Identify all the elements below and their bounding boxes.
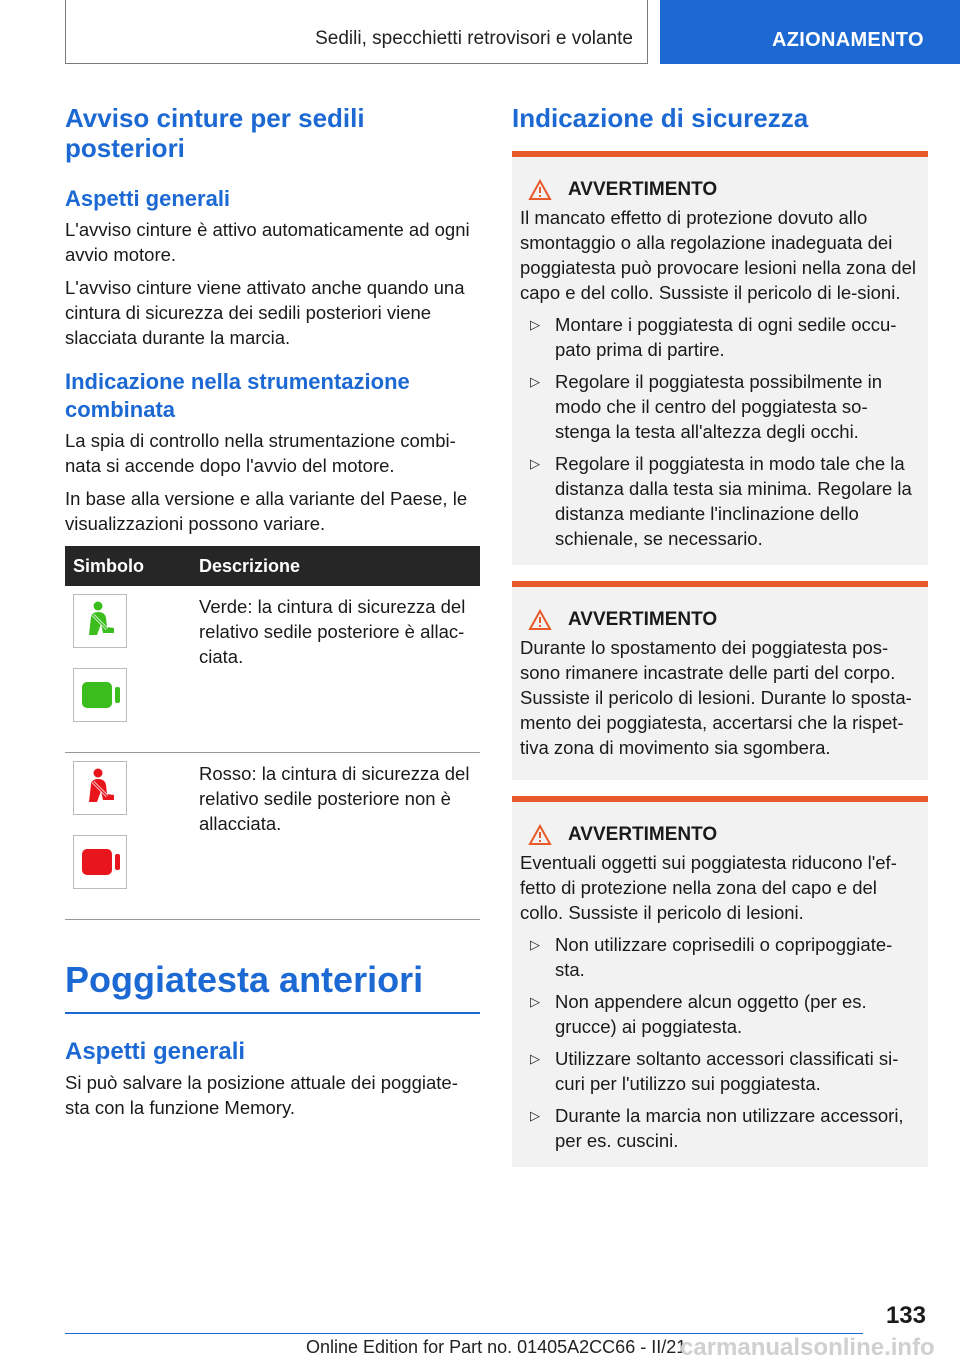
triangle-bullet-icon: ▷ (530, 456, 540, 471)
section-title-headrest: Poggiatesta anteriori (65, 958, 480, 1014)
paragraph: Si può salvare la posizione attuale dei poggiate-sta con la funzione Memory. (65, 1072, 458, 1118)
header-section-box (65, 0, 648, 64)
seat-indicator-red-icon (73, 835, 127, 889)
warning-box (512, 581, 928, 780)
section-title-seatbelt: Avviso cinture per sedili posteriori (65, 103, 365, 163)
header-chapter-label: AZIONAMENTO (772, 29, 924, 51)
table-header-symbol: Simbolo (65, 546, 191, 586)
warning-label: AVVERTIMENTO (568, 179, 718, 200)
warning-triangle-icon (528, 609, 552, 631)
subheading-headrest-general: Aspetti generali (65, 1038, 246, 1065)
warning-triangle-icon (528, 824, 552, 846)
list-item: ▷ Non utilizzare coprisedili o copripoggiate-sta. (530, 934, 893, 980)
table-cell-description: Rosso: la cintura di sicurezza del relativo sedile posteriore non è allacciata. (191, 753, 480, 920)
triangle-bullet-icon: ▷ (530, 1051, 540, 1066)
seatbelt-unfastened-red-icon (73, 761, 127, 815)
paragraph: L'avviso cinture viene attivato anche quando una cintura di sicurezza dei sedili posteriori viene slacciata durante la marcia. (65, 277, 465, 348)
symbol-table (65, 546, 480, 920)
table-row (65, 753, 480, 920)
right-column (512, 103, 928, 1183)
left-column (65, 103, 480, 1128)
paragraph: La spia di controllo nella strumentazione combi-nata si accende dopo l'avvio del motore. (65, 430, 456, 476)
table-cell-description: Verde: la cintura di sicurezza del relativo sedile posteriore è allac-ciata. (191, 586, 480, 753)
warning-box (512, 151, 928, 565)
subheading-general: Aspetti generali (65, 186, 231, 211)
paragraph: L'avviso cinture è attivo automaticamente ad ogni avvio motore. (65, 219, 470, 265)
warning-label: AVVERTIMENTO (568, 609, 718, 630)
header-chapter-tab[interactable] (660, 0, 960, 64)
triangle-bullet-icon: ▷ (530, 937, 540, 952)
footer-watermark: carmanualsonline.info (680, 1334, 935, 1361)
subheading-display: Indicazione nella strumentazione combinata (65, 369, 410, 422)
seat-indicator-green-icon (73, 668, 127, 722)
paragraph: In base alla versione e alla variante del Paese, le visualizzazioni possono variare. (65, 488, 468, 534)
list-item: ▷ Utilizzare soltanto accessori classificati si-curi per l'utilizzo sui poggiatesta. (530, 1048, 899, 1094)
table-header-description: Descrizione (191, 546, 480, 586)
list-item: ▷ Regolare il poggiatesta possibilmente in modo che il centro del poggiatesta so-stenga la testa all'altezza degli occhi. (530, 371, 883, 442)
page-number: 133 (885, 1302, 926, 1329)
warning-text: Durante lo spostamento dei poggiatesta pos-sono rimanere incastrate delle parti del corpo. Sussiste il pericolo di lesioni. Durante lo sposta-mento dei poggiatesta, accertarsi che la rispet-tiva zona di movimento sia sgombera. (520, 637, 912, 758)
list-item: ▷ Regolare il poggiatesta in modo tale che la distanza dalla testa sia minima. Regolare la distanza mediante l'inclinazione dello schienale, se necessario. (530, 453, 912, 549)
warning-text: Eventuali oggetti sui poggiatesta riducono l'ef-fetto di protezione nella zona del capo e del collo. Sussiste il pericolo di lesioni. (520, 852, 897, 923)
warning-text: Il mancato effetto di protezione dovuto allo smontaggio o alla regolazione inadeguata dei poggiatesta può provocare lesioni nella zona del capo e del collo. Sussiste il pericolo di le-sioni. (520, 207, 916, 303)
list-item: ▷ Non appendere alcun oggetto (per es. grucce) ai poggiatesta. (530, 991, 867, 1037)
header-section-title: Sedili, specchietti retrovisori e volante (315, 28, 633, 49)
table-row (65, 586, 480, 753)
section-title-safety: Indicazione di sicurezza (512, 103, 809, 133)
warning-label: AVVERTIMENTO (568, 824, 718, 845)
footer-edition: Online Edition for Part no. 01405A2CC66 - II/21 (306, 1337, 687, 1357)
seatbelt-fastened-green-icon (73, 594, 127, 648)
triangle-bullet-icon: ▷ (530, 994, 540, 1009)
warning-box (512, 796, 928, 1167)
list-item: ▷ Durante la marcia non utilizzare accessori, per es. cuscini. (530, 1105, 904, 1151)
list-item: ▷ Montare i poggiatesta di ogni sedile occu-pato prima di partire. (530, 314, 897, 360)
triangle-bullet-icon: ▷ (530, 1108, 540, 1123)
triangle-bullet-icon: ▷ (530, 317, 540, 332)
triangle-bullet-icon: ▷ (530, 374, 540, 389)
warning-triangle-icon (528, 179, 552, 201)
